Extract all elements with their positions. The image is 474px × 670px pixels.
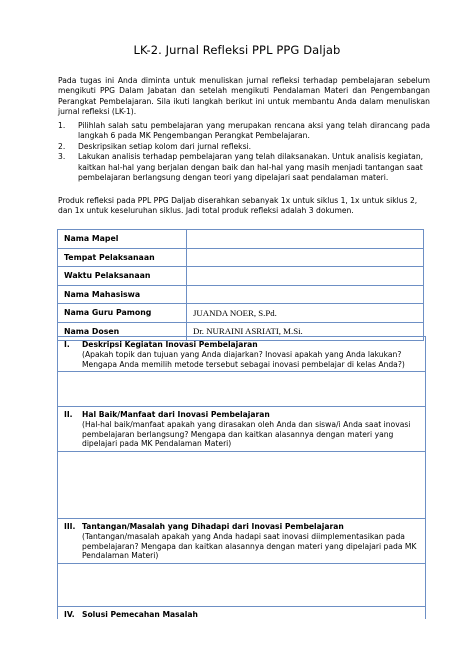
row-value[interactable] xyxy=(187,267,424,286)
row-value[interactable] xyxy=(187,248,424,267)
list-item xyxy=(58,121,430,142)
page-title: LK-2. Jurnal Refleksi PPL PPG Daljab xyxy=(133,43,341,57)
steps-list xyxy=(58,121,430,183)
section-4 xyxy=(58,607,425,619)
section-title xyxy=(64,340,419,349)
list-number: 3. xyxy=(58,152,66,162)
section-title-text: Tantangan/Masalah yang Dihadapi dari Inovasi Pembelajaran xyxy=(82,521,344,531)
section-title-text: Hal Baik/Manfaat dari Inovasi Pembelajaran xyxy=(82,410,270,420)
section-description: (Apakah topik dan tujuan yang Anda diajarkan? Inovasi apakah yang Anda lakukan? Mengapa Anda memilih metode tersebut sebagai inovasi pembelajar di kelas Anda?) xyxy=(82,350,405,369)
section-title xyxy=(64,410,419,419)
answer-area[interactable] xyxy=(58,371,425,406)
section-title xyxy=(64,610,419,619)
section-3 xyxy=(58,519,425,607)
row-label: Waktu Pelaksanaan xyxy=(58,267,187,286)
row-value[interactable] xyxy=(187,230,424,249)
section-title xyxy=(64,522,419,531)
row-label: Nama Guru Pamong xyxy=(58,304,187,323)
section-description: (Hal-hal baik/manfaat apakah yang dirasakan oleh Anda dan siswa/i Anda saat inovasi pembelajaran berlangsung? Mengapa dan kaitkan alasannya dengan materi yang dipelajari pada MK Pendalaman Materi) xyxy=(82,420,411,449)
answer-area[interactable] xyxy=(58,451,425,518)
section-title-text: Deskripsi Kegiatan Inovasi Pembelajaran xyxy=(82,340,258,349)
list-number: 2. xyxy=(58,141,66,151)
list-item xyxy=(58,142,430,152)
row-label: Nama Mahasiswa xyxy=(58,285,187,304)
section-2 xyxy=(58,407,425,519)
list-text: Pilihlah salah satu pembelajaran yang merupakan rencana aksi yang telah dirancang pada langkah 6 pada MK Pengembangan Perangkat Pembelajaran. xyxy=(78,121,430,141)
list-item xyxy=(58,152,430,183)
info-table xyxy=(57,229,424,341)
table-row xyxy=(58,248,424,267)
section-number: II. xyxy=(64,410,73,420)
list-number: 1. xyxy=(58,121,66,130)
table-row xyxy=(58,230,424,249)
row-label: Nama Dosen xyxy=(58,322,187,341)
table-row xyxy=(58,304,424,323)
closing-paragraph: Produk refleksi pada PPL PPG Daljab diserahkan sebanyak 1x untuk siklus 1, 1x untuk siklus 2, dan 1x untuk keseluruhan siklus. Jadi total produk refleksi adalah 3 dokumen. xyxy=(58,196,418,216)
section-1 xyxy=(58,337,425,407)
section-number: IV. xyxy=(64,609,75,619)
section-number: I. xyxy=(64,340,70,349)
intro-paragraph: Pada tugas ini Anda diminta untuk menuliskan jurnal refleksi terhadap pembelajaran sebelum mengikuti PPG Dalam Jabatan dan setelah mengikuti Pendalaman Materi dan Pengembangan Perangkat Pembelajaran. Sila ikuti langkah berikut ini untuk membantu Anda dalam menuliskan jurnal refleksi (LK-1). xyxy=(58,76,430,117)
reflection-sections xyxy=(57,336,426,619)
row-value[interactable]: Dr. NURAINI ASRIATI, M.Si. xyxy=(187,322,424,341)
row-value[interactable]: JUANDA NOER, S.Pd. xyxy=(187,304,424,323)
row-label: Tempat Pelaksanaan xyxy=(58,248,187,267)
row-label: Nama Mapel xyxy=(58,230,187,249)
section-title-text: Solusi Pemecahan Masalah xyxy=(82,609,198,619)
list-text: Deskripsikan setiap kolom dari jurnal refleksi. xyxy=(78,141,252,151)
row-value[interactable] xyxy=(187,285,424,304)
section-description: (Tantangan/masalah apakah yang Anda hadapi saat inovasi diimplementasikan pada pembelajaran? Mengapa dan kaitkan alasannya dengan materi yang dipelajari pada MK Pendalaman Materi) xyxy=(82,531,417,561)
table-row xyxy=(58,285,424,304)
answer-area[interactable] xyxy=(58,563,425,606)
section-number: III. xyxy=(64,521,76,531)
table-row xyxy=(58,267,424,286)
list-text: Lakukan analisis terhadap pembelajaran yang telah dilaksanakan. Untuk analisis kegiatan, kaitkan hal-hal yang berjalan dengan baik dan hal-hal yang masih menjadi tantangan saat pembelajaran berlangsung dengan teori yang dipelajari saat pendalaman materi. xyxy=(78,152,424,183)
